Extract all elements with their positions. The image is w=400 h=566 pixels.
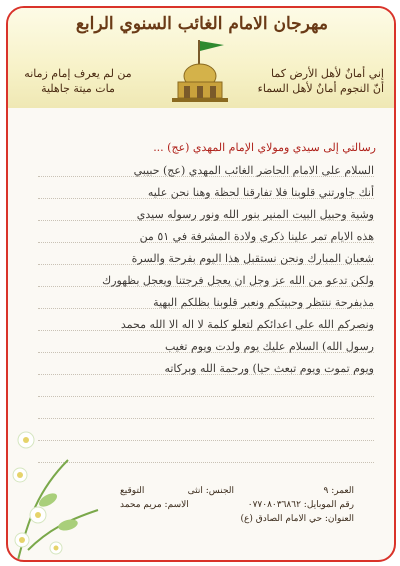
letter-subject: رسالتي إلى سيدي ومولاي الإمام المهدي (عج) ... [153, 141, 376, 154]
ruled-line [38, 396, 374, 397]
quote-left-line: من لم يعرف إمام زمانه [24, 67, 132, 80]
letter-line: أنك جاورتني قلوبنا فلا تفارقنا لحظة وهنا نحن عليه [147, 186, 374, 199]
sender-address: العنوان: حي الامام الصادق (ع) [240, 514, 354, 524]
sender-gender: الجنس: انثى [187, 486, 234, 496]
quote-left-line: مات ميتة جاهلية [41, 82, 115, 95]
shrine-emblem-icon [164, 36, 236, 106]
letter-line: السلام على الامام الحاضر الغائب المهدي (عج) حبيبي [133, 164, 374, 177]
hadith-quote-left [18, 66, 138, 96]
quote-right-line: إني أمانٌ لأهل الأرض كما [271, 67, 384, 80]
handwritten-letter-body [38, 160, 374, 380]
letter-line: مذبفرحة ننتظر وحبيتكم ونعبر قلوبنا بظلكم البهية [153, 296, 374, 309]
hadith-quote-right [254, 66, 384, 96]
letter-line: شعبان المبارك ونحن نستقبل هذا اليوم بفرحة والسرة [131, 252, 374, 265]
signature-label: التوقيع [120, 486, 145, 496]
sender-age: العمر: ٩ [323, 486, 354, 496]
letter-line: ويوم تموت ويوم تبعث حيا) ورحمة الله وبركاته [164, 362, 374, 375]
sender-name: الاسم: مريم محمد [120, 500, 189, 510]
letter-page [6, 6, 396, 562]
letter-footer [8, 478, 394, 560]
letter-line: هذه الايام تمر علينا ذكرى ولادة المشرفة في ٥١ من [139, 230, 374, 243]
festival-title: مهرجان الامام الغائب السنوي الرابع [75, 14, 328, 34]
letter-line: ونصركم الله على اعدائكم لتعلو كلمة لا اله الا الله محمد [120, 318, 374, 331]
sender-phone: رقم الموبايل: ٠٧٧٠٨٠٣٦٨٦٢ [247, 500, 354, 510]
letter-line: ولكن تدعو من الله عز وجل ان يعجل فرجتنا ويعجل بظهورك [102, 274, 374, 287]
letter-line: وشية وحبيل البيت المنير بنور الله ونور رسوله سيدي [136, 208, 374, 221]
letter-line: رسول الله) السلام عليك يوم ولدت ويوم تغيب [164, 340, 374, 353]
letter-header [8, 8, 394, 108]
quote-right-line: أنّ النجوم أمانٌ لأهل السماء [257, 82, 384, 95]
